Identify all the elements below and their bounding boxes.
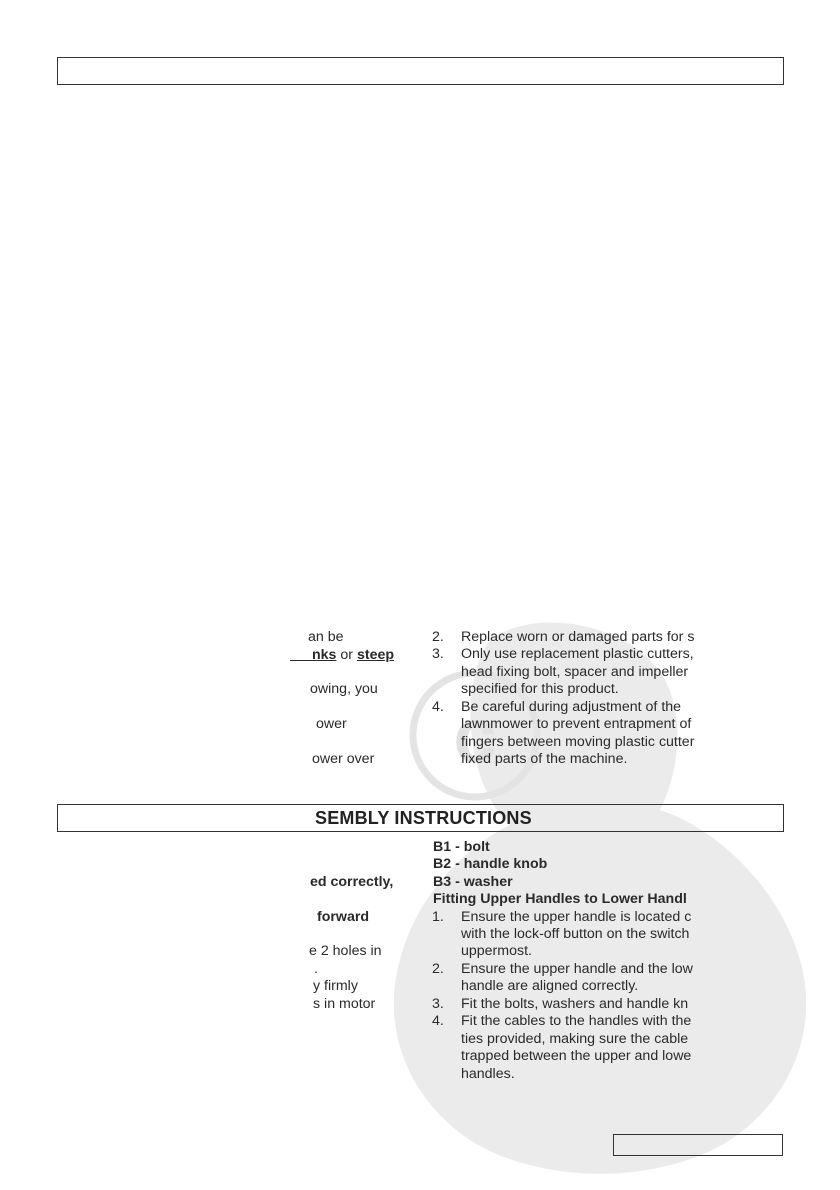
list-line: fingers between moving plastic cutter bbox=[461, 734, 695, 750]
left-fragment: an be bbox=[308, 629, 344, 645]
list-number: 3. bbox=[432, 996, 444, 1012]
list-number: 4. bbox=[432, 699, 444, 715]
list-line: uppermost. bbox=[461, 943, 532, 959]
list-line: Fit the cables to the handles with the bbox=[461, 1013, 692, 1029]
list-number: 1. bbox=[432, 909, 444, 925]
list-line: specified for this product. bbox=[461, 681, 619, 697]
list-line: Replace worn or damaged parts for s bbox=[461, 629, 695, 645]
subheading: Fitting Upper Handles to Lower Handl bbox=[433, 891, 687, 907]
left-fragment: . bbox=[314, 961, 318, 977]
left-fragment: ower over bbox=[312, 751, 375, 767]
part-label: B1 - bolt bbox=[433, 839, 490, 855]
left-fragment: forward bbox=[317, 909, 370, 925]
left-fragment: ed correctly, bbox=[310, 874, 394, 890]
list-line: handle are aligned correctly. bbox=[461, 978, 639, 994]
list-line: head fixing bolt, spacer and impeller bbox=[461, 664, 689, 680]
left-fragment: y firmly bbox=[313, 978, 358, 994]
section-title: SEMBLY INSTRUCTIONS bbox=[315, 808, 532, 828]
list-line: Ensure the upper handle is located c bbox=[461, 909, 692, 925]
left-fragment: e 2 holes in bbox=[309, 943, 382, 959]
banks-text: nks bbox=[312, 647, 337, 663]
list-line: handles. bbox=[461, 1066, 515, 1082]
left-fragment: s in motor bbox=[313, 996, 376, 1012]
list-line: Ensure the upper handle and the low bbox=[461, 961, 693, 977]
left-fragment bbox=[290, 647, 394, 664]
footer-box bbox=[613, 1134, 783, 1156]
left-fragment: ower bbox=[316, 716, 347, 732]
list-number: 3. bbox=[432, 646, 444, 662]
underline-stub bbox=[290, 660, 312, 661]
steep-text: steep bbox=[356, 647, 395, 663]
list-line: Fit the bolts, washers and handle kn bbox=[461, 996, 689, 1012]
part-label: B2 - handle knob bbox=[433, 856, 548, 872]
list-number: 2. bbox=[432, 629, 444, 645]
list-number: 2. bbox=[432, 961, 444, 977]
list-line: with the lock-off button on the switch bbox=[461, 926, 690, 942]
list-line: fixed parts of the machine. bbox=[461, 751, 628, 767]
list-line: Be careful during adjustment of the bbox=[461, 699, 682, 715]
left-fragment: owing, you bbox=[310, 681, 378, 697]
list-line: lawnmower to prevent entrapment of bbox=[461, 716, 692, 732]
svg-text:c: c bbox=[453, 691, 497, 779]
list-number: 4. bbox=[432, 1013, 444, 1029]
or-text: or bbox=[336, 647, 357, 663]
list-line: ties provided, making sure the cable bbox=[461, 1031, 689, 1047]
list-line: Only use replacement plastic cutters, bbox=[461, 646, 694, 662]
part-label: B3 - washer bbox=[433, 874, 513, 890]
list-line: trapped between the upper and lowe bbox=[461, 1048, 692, 1064]
header-box bbox=[57, 57, 784, 85]
